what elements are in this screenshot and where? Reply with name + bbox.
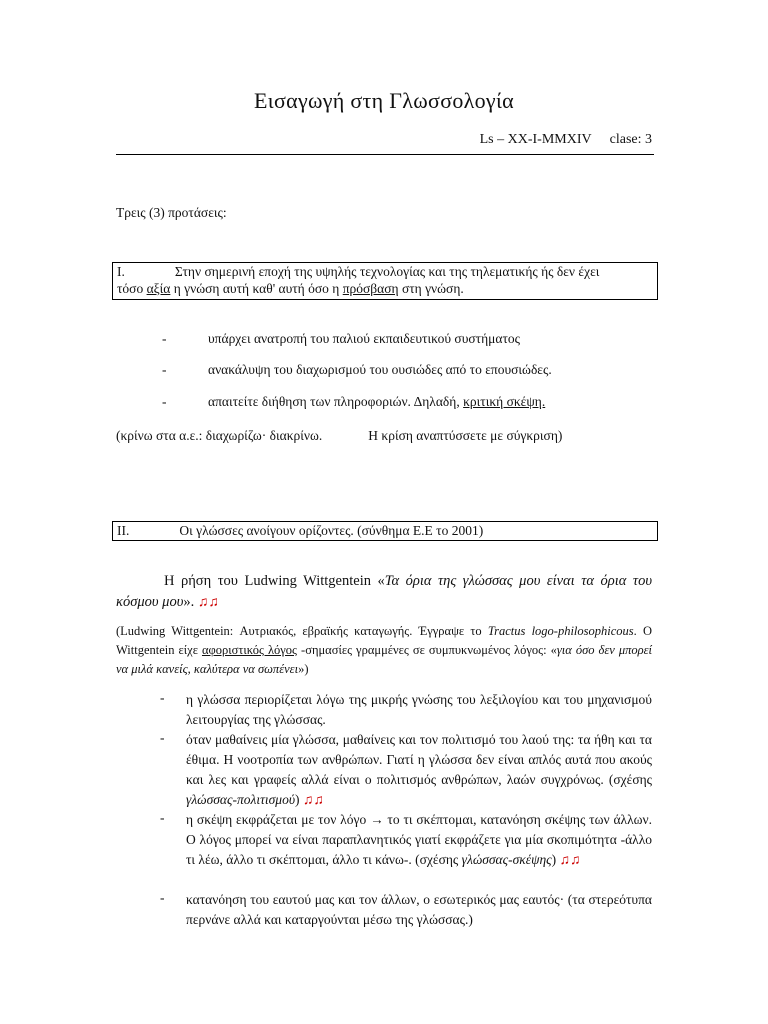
section-1-text-3: η γνώση αυτή καθ' αυτή όσο η bbox=[170, 281, 343, 296]
note-underline: αφοριστικός λόγος bbox=[201, 643, 298, 657]
wittgenstein-note bbox=[116, 622, 652, 679]
bullet-3-italic: γλώσσας-σκέψης bbox=[461, 852, 552, 867]
section-1-line-1 bbox=[117, 263, 653, 280]
header-meta bbox=[480, 132, 652, 148]
krino-note bbox=[116, 428, 562, 444]
section-1-box bbox=[112, 262, 658, 300]
section-1-numeral: I. bbox=[117, 264, 125, 279]
note-text-3: -σημασίες γραμμένες σε συμπυκνωμένος λόγος: « bbox=[297, 643, 557, 657]
bullet-2-text: όταν μαθαίνεις μία γλώσσα, μαθαίνεις και τον πολιτισμό του λαού της: τα ήθη και τα έθιμα. Η νοοτροπία των ανθρώπων. Γιατί η γλώσσα δεν είναι απλός αυτά που ακούς και λες και γραφείς αλλά είναι ο πολιτισμός ανθρώπων, λαών συγχρόνως. (σχέσης bbox=[186, 732, 652, 787]
dash-item-3-text: απαιτείτε διήθηση των πληροφοριών. Δηλαδή, bbox=[208, 394, 464, 409]
dash-marker: - bbox=[162, 331, 167, 346]
note-text-1: (Ludwing Wittgentein: Αυτριακός, εβραϊκής καταγωγής. Έγγραψε το bbox=[116, 624, 488, 638]
note-italic-quote: για όσο δεν μπορεί να μιλά κανείς, καλύτερα να σωπένει bbox=[116, 643, 653, 676]
bullet-marker: - bbox=[160, 730, 165, 745]
section-1-underline-axia: αξία bbox=[146, 281, 171, 296]
bullet-item-3 bbox=[186, 810, 652, 871]
krino-right: Η κρίση αναπτύσσετε με σύγκριση) bbox=[368, 428, 563, 443]
document-title: Εισαγωγή στη Γλωσσολογία bbox=[254, 88, 514, 113]
quote-post: ». bbox=[183, 594, 198, 610]
header-rule bbox=[116, 154, 654, 155]
quote-paragraph bbox=[116, 571, 652, 613]
quote-italic: Τα όρια της γλώσσας μου είναι τα όρια του κόσμου μου bbox=[116, 573, 652, 610]
music-notes-icon: ♫♫ bbox=[197, 595, 219, 610]
intro-text: Τρεις (3) προτάσεις: bbox=[116, 205, 227, 220]
dash-marker: - bbox=[162, 394, 167, 409]
section-1-text-1: Στην σημερινή εποχή της υψηλής τεχνολογίας και της τηλεματικής ής δεν έχει bbox=[174, 264, 600, 279]
bullet-3-post: ) bbox=[551, 852, 560, 867]
dash-marker: - bbox=[162, 362, 167, 377]
bullet-item-1: η γλώσσα περιορίζεται λόγω της μικρής γνώσης του λεξιλογίου και του μηχανισμού λειτουργίας της γλώσσας. bbox=[186, 692, 652, 727]
header-clase: clase: 3 bbox=[609, 132, 652, 147]
music-notes-icon: ♫♫ bbox=[302, 793, 324, 808]
music-notes-icon: ♫♫ bbox=[559, 853, 581, 868]
section-1-underline-prosvasi: πρόσβαση bbox=[342, 281, 399, 296]
section-2-numeral: II. bbox=[117, 523, 130, 538]
bullet-marker: - bbox=[160, 810, 165, 825]
section-1-text-2: τόσο bbox=[117, 281, 147, 296]
section-2-line bbox=[117, 522, 653, 540]
section-1-text-4: στη γνώση. bbox=[398, 281, 464, 296]
quote-pre: Η ρήση του Ludwing Wittgentein « bbox=[164, 573, 385, 589]
bullet-marker: - bbox=[160, 890, 165, 905]
note-text-2: . Ο Wittgentein είχε bbox=[116, 624, 653, 657]
bullet-item-2 bbox=[186, 730, 652, 811]
header-date: Ls – XX-I-MMXIV bbox=[479, 132, 592, 147]
bullet-2-post: ) bbox=[295, 792, 303, 807]
note-italic-title: Tractus logo-philosophicous bbox=[487, 624, 634, 638]
section-2-box bbox=[112, 521, 658, 541]
krino-left: (κρίνω στα α.ε.: διαχωρίζω· διακρίνω. bbox=[116, 428, 323, 443]
note-text-4: ») bbox=[298, 662, 309, 676]
bullet-2-italic: γλώσσας-πολιτισμού bbox=[186, 792, 296, 807]
bullet-item-4: κατανόηση του εαυτού μας και τον άλλων, ο εσωτερικός μας εαυτός· (τα στερεότυπα περνάνε αλλά και καταργούνται μέσω της γλώσσας.) bbox=[186, 892, 652, 927]
bullet-marker: - bbox=[160, 690, 165, 705]
bullet-3-text: η σκέψη εκφράζεται με τον λόγο → το τι σκέπτομαι, κατανόηση σκέψης των άλλων. Ο λόγος μπορεί να είναι παραπλανητικός γιατί εκφράζετε για μία σκοπιμότητα -άλλο τι λέω, άλλο τι σκέπτομαι, άλλο τι κάνω-. (σχέσης bbox=[186, 812, 652, 867]
dash-item-2: ανακάλυψη του διαχωρισμού του ουσιώδες από το επουσιώδες. bbox=[208, 362, 552, 377]
dash-item-3 bbox=[208, 394, 545, 410]
dash-item-3-underline: κριτική σκέψη. bbox=[463, 394, 546, 409]
section-1-line-2 bbox=[117, 280, 653, 297]
dash-item-1: υπάρχει ανατροπή του παλιού εκπαιδευτικού συστήματος bbox=[208, 331, 520, 346]
section-2-text: Οι γλώσσες ανοίγουν ορίζοντες. (σύνθημα Ε.Ε το 2001) bbox=[179, 523, 484, 538]
